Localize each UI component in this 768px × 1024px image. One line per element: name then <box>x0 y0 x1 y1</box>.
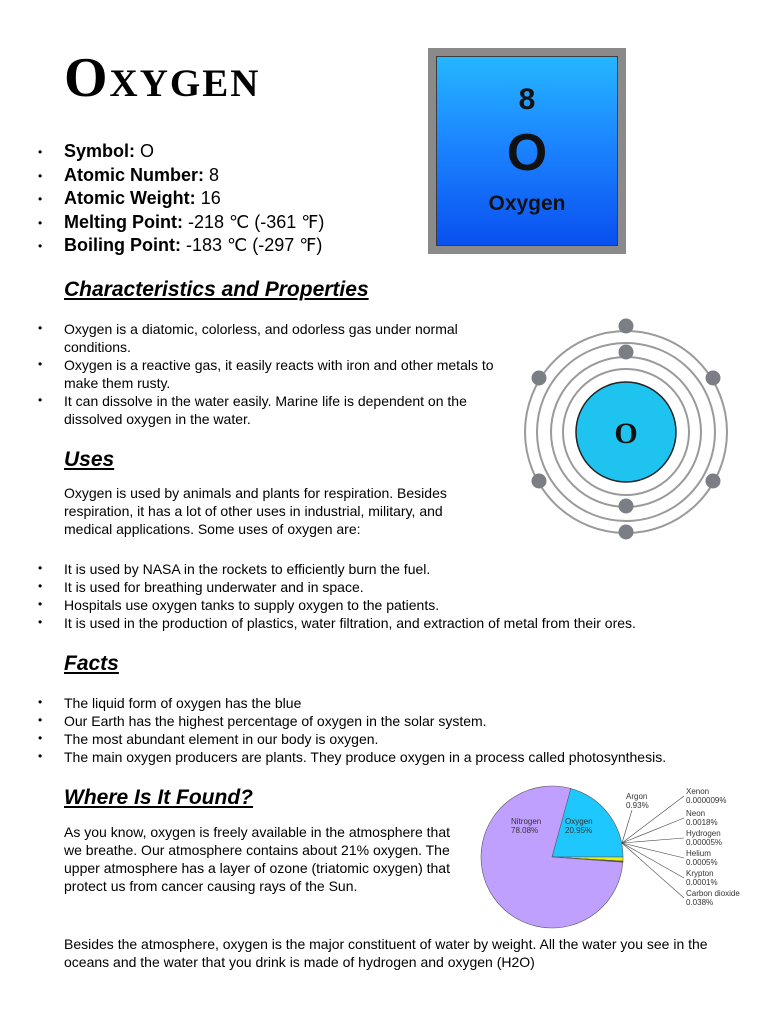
property-item <box>64 187 324 211</box>
property-label: Melting Point: <box>64 211 183 232</box>
electron <box>706 371 721 386</box>
pie-label <box>686 850 718 867</box>
element-tile-name: Oxygen <box>488 192 566 215</box>
pie-label <box>511 818 541 835</box>
fact-item: • The main oxygen producers are plants. They produce oxygen in a process called photosynthesis. <box>64 748 754 766</box>
characteristic-item: • It can dissolve in the water easily. Marine life is dependent on the dissolved oxygen in the water. <box>64 392 504 428</box>
characteristics-list <box>64 320 504 428</box>
use-item: • It is used by NASA in the rockets to efficiently burn the fuel. <box>64 560 744 578</box>
pie-leader-line <box>622 818 684 843</box>
element-tile-symbol: O <box>506 124 548 182</box>
property-value: 16 <box>200 188 221 208</box>
pie-label-value: 0.000009% <box>686 795 727 805</box>
nucleus-symbol: O <box>614 417 638 450</box>
electron <box>532 474 547 489</box>
property-value: -218 ℃ (-361 ℉) <box>188 211 325 232</box>
uses-heading: Uses <box>64 448 115 471</box>
pie-label-name: Neon <box>686 809 706 818</box>
property-item <box>64 234 324 258</box>
fact-item: • The most abundant element in our body is oxygen. <box>64 730 754 748</box>
electron <box>619 345 634 360</box>
property-list <box>64 140 324 258</box>
pie-label-value: 0.038% <box>686 897 714 907</box>
pie-label-value: 0.0005% <box>686 857 718 867</box>
atmosphere-pie-chart <box>480 782 624 934</box>
pie-leader-line <box>622 843 684 878</box>
pie-leader-line <box>622 843 684 898</box>
pie-label-name: Krypton <box>686 869 714 878</box>
electron <box>619 319 634 334</box>
property-label: Symbol: <box>64 141 136 161</box>
property-item <box>64 140 324 164</box>
use-item: • Hospitals use oxygen tanks to supply oxygen to the patients. <box>64 596 744 614</box>
property-label: Atomic Weight: <box>64 188 196 208</box>
pie-label-value: 0.0018% <box>686 817 718 827</box>
pie-label-value: 0.93% <box>626 800 649 810</box>
fact-item: • Our Earth has the highest percentage of oxygen in the solar system. <box>64 712 754 730</box>
pie-label <box>626 793 649 810</box>
pie-label <box>686 890 740 907</box>
facts-heading: Facts <box>64 652 119 675</box>
pie-label-name: Oxygen <box>565 817 593 826</box>
element-tile-number: 8 <box>518 83 536 116</box>
found-paragraph-1: As you know, oxygen is freely available in the atmosphere that we breathe. Our atmosphere contains about 21% oxygen. The upper atmosphere has a layer of ozone (triatomic oxygen) that protect us from cancer causing rays of the Sun. <box>64 824 450 894</box>
pie-label-value: 78.08% <box>511 825 539 835</box>
pie-label-name: Nitrogen <box>511 817 542 826</box>
found-heading: Where Is It Found? <box>64 786 253 809</box>
pie-leader-lines <box>610 786 690 906</box>
property-value: O <box>140 141 155 161</box>
characteristics-heading: Characteristics and Properties <box>64 278 369 301</box>
pie-label-value: 20.95% <box>565 825 593 835</box>
property-item <box>64 164 324 188</box>
uses-list <box>64 560 744 632</box>
pie-label <box>686 870 718 887</box>
property-value: -183 ℃ (-297 ℉) <box>186 235 323 255</box>
facts-list <box>64 694 754 766</box>
pie-label <box>686 810 718 827</box>
characteristic-item: • Oxygen is a reactive gas, it easily reacts with iron and other metals to make them rusty. <box>64 356 504 392</box>
characteristic-item: • Oxygen is a diatomic, colorless, and odorless gas under normal conditions. <box>64 320 504 356</box>
pie-label <box>686 830 722 847</box>
pie-label-name: Argon <box>626 792 648 801</box>
property-value: 8 <box>209 164 220 185</box>
property-label: Atomic Number: <box>64 164 205 185</box>
property-label: Boiling Point: <box>64 235 181 255</box>
element-tile <box>428 48 626 254</box>
pie-label-name: Helium <box>686 849 711 858</box>
uses-intro: Oxygen is used by animals and plants for respiration. Besides respiration, it has a lot of other uses in industrial, military, and medical applications. Some uses of oxygen are: <box>64 485 447 537</box>
electron <box>706 474 721 489</box>
pie-label <box>565 818 593 835</box>
pie-leader-line <box>622 838 684 843</box>
element-tile-face <box>436 56 618 246</box>
atom-diagram <box>520 316 732 544</box>
fact-item: • The liquid form of oxygen has the blue <box>64 694 754 712</box>
found-paragraph-2: Besides the atmosphere, oxygen is the major constituent of water by weight. All the water you see in the oceans and the water that you drink is made of hydrogen and oxygen (H2O) <box>64 936 708 970</box>
use-item: • It is used in the production of plastics, water filtration, and extraction of metal from their ores. <box>64 614 744 632</box>
electron <box>532 371 547 386</box>
pie-label-name: Xenon <box>686 787 710 796</box>
pie-label-name: Hydrogen <box>686 829 721 838</box>
electron <box>619 499 634 514</box>
pie-label-value: 0.0001% <box>686 877 718 887</box>
pie-leader-line <box>622 810 632 843</box>
use-item: • It is used for breathing underwater and in space. <box>64 578 744 596</box>
pie-label-value: 0.00005% <box>686 837 723 847</box>
pie-label-name: Carbon dioxide <box>686 889 740 898</box>
pie-leader-line <box>622 843 684 858</box>
pie-label <box>686 788 726 805</box>
electron <box>619 525 634 540</box>
page-title: Oxygen <box>64 47 261 109</box>
property-item <box>64 211 324 235</box>
